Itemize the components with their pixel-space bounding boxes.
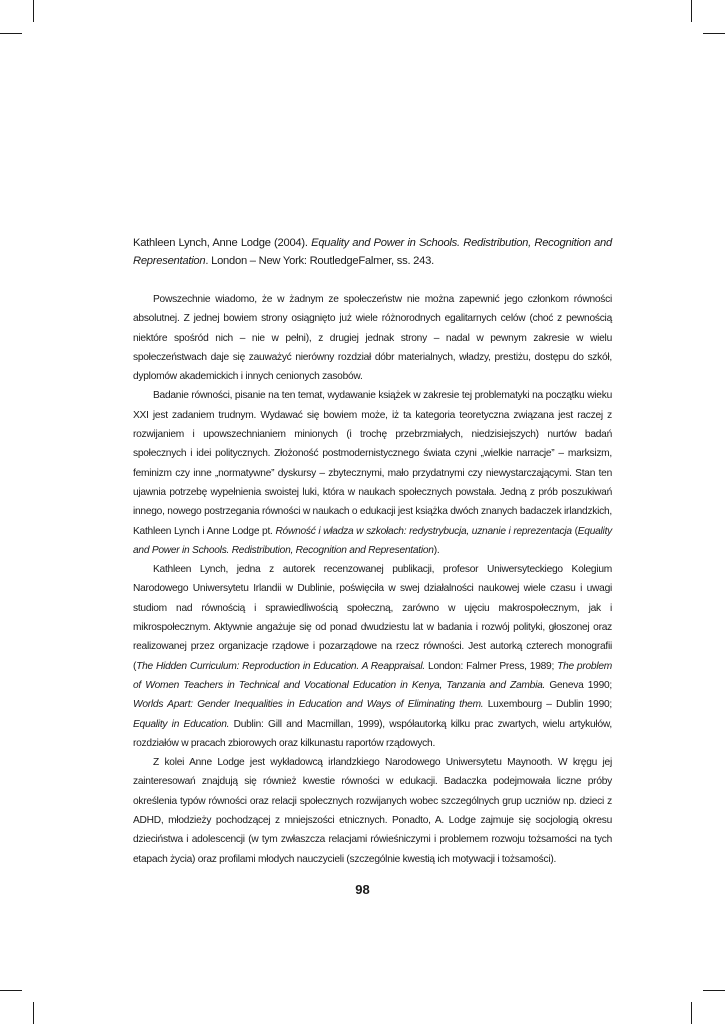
paragraph-text: Dublin: Gill and Macmillan, 1999), współautorką kilku prac zwartych, wielu artykułów, rozdziałów w pracach zbiorowych oraz kilkunastu raportów rządowych. (133, 718, 612, 749)
body-paragraph (133, 753, 612, 869)
paragraph-text: Luxembourg – Dublin 1990; (483, 699, 612, 711)
body-paragraph (133, 386, 612, 560)
crop-mark-bottom-left-vertical (33, 1002, 34, 1024)
body-paragraph (133, 290, 612, 386)
italic-citation: The Hidden Curriculum: Reproduction in Education. A Reappraisal. (136, 660, 425, 672)
italic-citation: Equality and Power in Schools. Redistribution, Recognition and Representation (133, 525, 612, 556)
paragraph-text: Z kolei Anne Lodge jest wykładowcą irlandzkiego Narodowego Uniwersytetu Maynooth. W kręgu jej zainteresowań znajdują się również kwestie równości w edukacji. Badaczka podejmowała liczne próby określenia typów równości oraz relacji społecznych rozwijanych wobec szczególnych grup uczniów np. dzieci z ADHD, młodzieży pochodzącej z mniejszości etnicznych. Ponadto, A. Lodge zajmuje się socjologią okresu dzieciństwa i adolescencji (w tym zwłaszcza relacjami rówieśniczymi i problemem rozwoju tożsamości na tych etapach życia) oraz profilami młodych nauczycieli (szczególnie kwestią ich motywacji i tożsamości). (133, 757, 612, 865)
crop-mark-top-right-horizontal (703, 33, 725, 34)
italic-citation: Equality in Education. (133, 718, 230, 730)
paragraph-text: ( (571, 525, 578, 537)
crop-mark-bottom-right-horizontal (703, 990, 725, 991)
review-body (133, 290, 612, 869)
paragraph-text: Kathleen Lynch, jedna z autorek recenzowanej publikacji, profesor Uniwersyteckiego Kolegium Narodowego Uniwersytetu Irlandii w Dublinie, poświęciła w swej działalności naukowej wiele czasu i uwagi studiom nad równością i sprawiedliwością społeczną, zarówno w ujęciu makrospołecznym, jak i mikrospołecznym. Aktywnie angażuje się od ponad dwudziestu lat w badania i rozwój polityki, głoszonej oraz realizowanej przez organizacje rządowe i pozarządowe na rzecz równości. Jest autorką czterech monografii ( (133, 564, 612, 672)
paragraph-text: Badanie równości, pisanie na ten temat, wydawanie książek w zakresie tej problematyki na początku wieku XXI jest zadaniem trudnym. Wydawać się bowiem może, iż ta kategoria teoretyczna związana jest raczej z rozwijaniem i upowszechnianiem minionych (i trochę przebrzmiałych, niedzisiejszych) nurtów badań społecznych i idei politycznych. Złożoność postmodernistycznego świata czyni „wielkie narracje” – marksizm, feminizm czy inne „normatywne” dyskursy – zbytecznymi, mało przydatnymi czy niewystarczającymi. Stan ten ujawnia potrzebę wypełnienia swoistej luki, która w naukach społecznych powstała. Jedną z prób poszukiwań innego, nowego postrzegania równości w naukach o edukacji jest książka dwóch znanych badaczek irlandzkich, Kathleen Lynch i Anne Lodge pt. (133, 390, 612, 537)
crop-mark-bottom-right-vertical (691, 1002, 692, 1024)
paragraph-text: London: Falmer Press, 1989; (425, 660, 558, 672)
paragraph-text: Geneva 1990; (545, 679, 612, 691)
body-paragraph (133, 560, 612, 753)
page-number: 98 (355, 882, 370, 897)
header-book-title: Equality and Power in Schools. Redistribution, Recognition and Representation (133, 237, 612, 267)
header-publisher: . London – New York: RoutledgeFalmer, ss. 243. (205, 254, 434, 267)
italic-citation: The problem of Women Teachers in Technical and Vocational Education in Kenya, Tanzania and Zambia. (133, 660, 612, 691)
paragraph-text: Powszechnie wiadomo, że w żadnym ze społeczeństw nie można zapewnić jego członkom równości absolutnej. Z jednej bowiem strony osiągnięto już wiele różnorodnych egalitarnych celów (choć z pewnością niektóre spośród nich – nie w pełni), z drugiej jednak strony – nadal w pewnym zakresie w wielu społeczeństwach daje się zauważyć nierówny rozdział dóbr materialnych, władzy, prestiżu, dostępu do szkół, dyplomów akademickich i innych cenionych zasobów. (133, 294, 612, 383)
italic-citation: Równość i władza w szkołach: redystrybucja, uznanie i reprezentacja (275, 525, 572, 537)
review-bibliographic-header (133, 235, 612, 270)
crop-mark-top-right-vertical (691, 0, 692, 22)
italic-citation: Worlds Apart: Gender Inequalities in Education and Ways of Eliminating them. (133, 699, 484, 711)
paragraph-text: ). (433, 544, 440, 556)
header-authors-year: Kathleen Lynch, Anne Lodge (2004). (133, 237, 312, 249)
crop-mark-bottom-left-horizontal (0, 990, 22, 991)
crop-mark-top-left-vertical (33, 0, 34, 22)
crop-mark-top-left-horizontal (0, 33, 22, 34)
